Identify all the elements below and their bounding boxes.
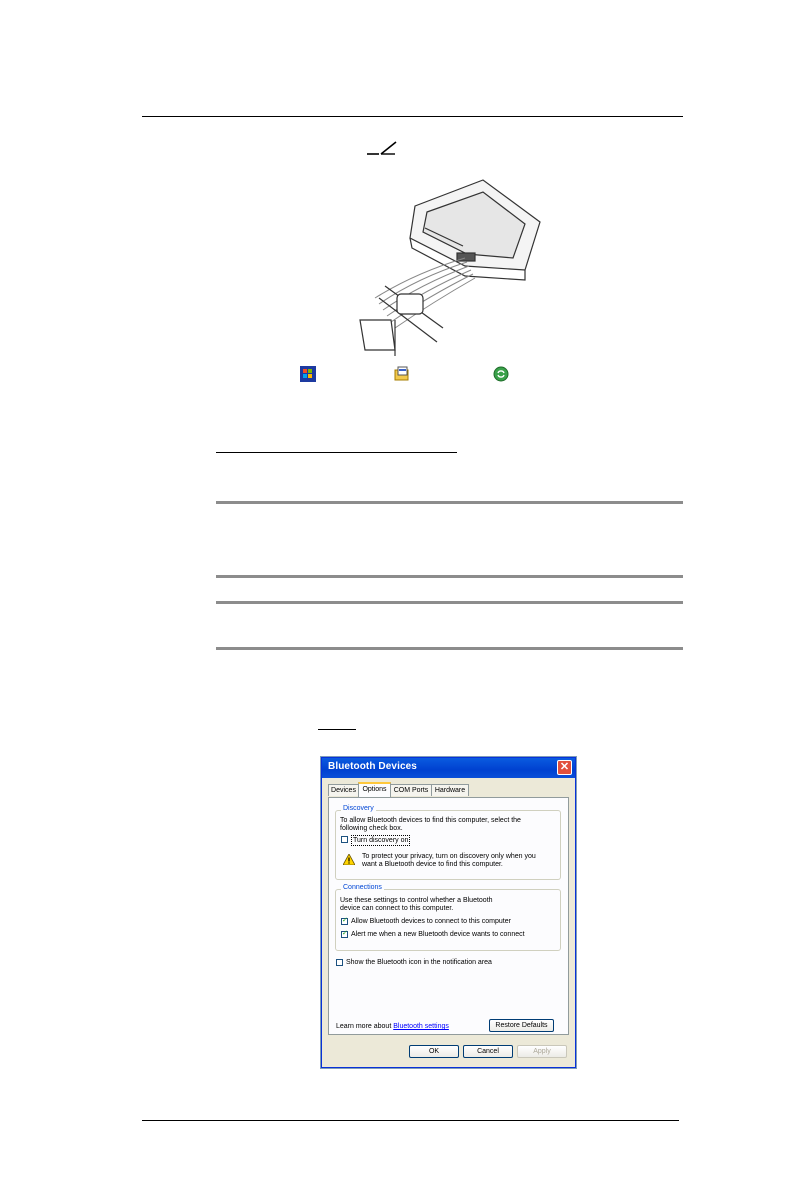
tab-com-ports[interactable]: COM Ports <box>390 784 432 796</box>
ok-button[interactable]: OK <box>409 1045 459 1058</box>
show-icon-checkbox[interactable] <box>336 959 343 966</box>
header-rule <box>142 116 683 117</box>
caution-bottom-bar <box>216 647 683 650</box>
learn-more-prefix: Learn more about <box>336 1023 392 1030</box>
restore-defaults-button[interactable]: Restore Defaults <box>489 1019 554 1032</box>
connections-group <box>335 884 561 951</box>
discovery-description-line2: following check box. <box>340 825 403 832</box>
turn-discovery-on-label[interactable]: Turn discovery on <box>353 837 409 844</box>
discovery-label: Discovery <box>343 805 374 812</box>
dialog-title: Bluetooth Devices <box>328 761 417 772</box>
privacy-warning-line2: want a Bluetooth device to find this computer. <box>362 861 503 868</box>
alert-new-device-label[interactable]: Alert me when a new Bluetooth device wants to connect <box>351 931 525 938</box>
start-menu-icon <box>300 366 316 382</box>
note-bottom-bar <box>216 575 683 578</box>
tab-options[interactable]: Options <box>358 782 391 797</box>
close-icon: ✕ <box>559 761 570 773</box>
apply-button[interactable]: Apply <box>517 1045 567 1058</box>
learn-more-text <box>336 1022 449 1031</box>
note-top-bar <box>216 501 683 504</box>
connections-description-line1: Use these settings to control whether a Bluetooth <box>340 897 493 904</box>
pen-icon <box>365 138 397 160</box>
cancel-button[interactable]: Cancel <box>463 1045 513 1058</box>
turn-discovery-on-checkbox[interactable] <box>341 836 348 843</box>
link-underline <box>318 729 356 730</box>
discovery-group <box>335 805 561 880</box>
bluetooth-devices-dialog <box>321 757 576 1068</box>
tab-hardware[interactable]: Hardware <box>431 784 469 796</box>
allow-connect-label[interactable]: Allow Bluetooth devices to connect to this computer <box>351 918 511 925</box>
dialog-title-bar <box>322 758 575 778</box>
footer-rule <box>142 1120 679 1121</box>
connections-label: Connections <box>343 884 382 891</box>
tab-devices[interactable]: Devices <box>328 784 359 796</box>
caution-top-bar <box>216 601 683 604</box>
close-button[interactable] <box>557 760 572 775</box>
activesync-icon <box>493 366 509 382</box>
device-illustration <box>355 178 545 358</box>
privacy-warning-line1: To protect your privacy, turn on discovery only when you <box>362 853 536 860</box>
alert-new-device-checkbox[interactable] <box>341 931 348 938</box>
allow-connect-checkbox[interactable] <box>341 918 348 925</box>
link-underline <box>216 452 457 453</box>
show-icon-label[interactable]: Show the Bluetooth icon in the notification area <box>346 959 492 966</box>
bluetooth-settings-link[interactable]: Bluetooth settings <box>393 1023 449 1030</box>
options-panel <box>328 797 569 1035</box>
connections-description-line2: device can connect to this computer. <box>340 905 454 912</box>
programs-icon <box>394 366 410 382</box>
discovery-description-line1: To allow Bluetooth devices to find this computer, select the <box>340 817 521 824</box>
warning-icon <box>343 854 355 865</box>
